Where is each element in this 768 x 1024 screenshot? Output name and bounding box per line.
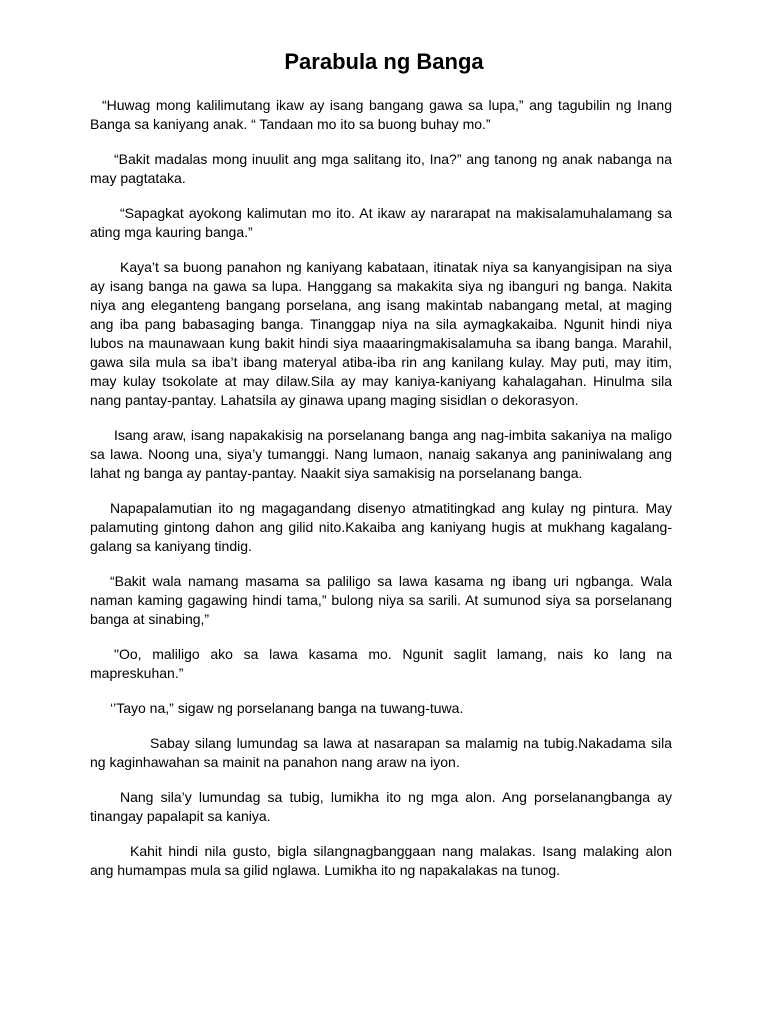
paragraph-3: “Sapagkat ayokong kalimutan mo ito. At ikaw ay nararapat na makisalamuhalamang sa ating mga kauring banga.” xyxy=(90,205,672,240)
paragraph-1: “Huwag mong kalilimutang ikaw ay isang bangang gawa sa lupa,” ang tagubilin ng Inang Banga sa kaniyang anak. “ Tandaan mo ito sa buong buhay mo.” xyxy=(90,97,672,132)
paragraph-8: "Oo, maliligo ako sa lawa kasama mo. Ngunit saglit lamang, nais ko lang na mapreskuhan.” xyxy=(90,646,672,681)
paragraph-2: “Bakit madalas mong inuulit ang mga salitang ito, Ina?” ang tanong ng anak nabanga na may pagtataka. xyxy=(90,151,672,186)
paragraph-12: Kahit hindi nila gusto, bigla silangnagbanggaan nang malakas. Isang malaking alon ang humampas mula sa gilid nglawa. Lumikha ito ng napakalakas na tunog. xyxy=(90,843,672,878)
paragraph-9: ‘’Tayo na,” sigaw ng porselanang banga na tuwang-tuwa. xyxy=(110,700,464,716)
paragraph-4: Kaya’t sa buong panahon ng kaniyang kabataan, itinatak niya sa kanyangisipan na siya ay isang banga na gawa sa lupa. Hanggang sa makakita siya ng ibanguri ng banga. Nakita niya ang eleganteng bangang porselana, ang isang makintab nabangang metal, at maging ang iba pang babasaging banga. Tinanggap niya na sila aymagkakaiba. Ngunit hindi niya lubos na maunawaan kung bakit hindi siya maaaringmakisalamuha sa ibang banga. Marahil, gawa sila mula sa iba’t ibang materyal atiba-iba rin ang kanilang kulay. May puti, may itim, may kulay tsokolate at may dilaw.Sila ay may kaniya-kaniyang kahalagahan. Hinulma sila nang pantay-pantay. Lahatsila ay ginawa upang maging sisidlan o dekorasyon. xyxy=(90,259,672,408)
paragraph-7: “Bakit wala namang masama sa paliligo sa lawa kasama ng ibang uri ngbanga. Wala naman kaming gagawing hindi tama,” bulong niya sa sarili. At sumunod siya sa porselanang banga at sinabing,” xyxy=(90,573,672,627)
paragraph-6: Napapalamutian ito ng magagandang disenyo atmatitingkad ang kulay ng pintura. May palamuting gintong dahon ang gilid nito.Kakaiba ang kaniyang hugis at mukhang kagalang-galang sa kaniyang tindig. xyxy=(90,500,672,554)
paragraph-11: Nang sila’y lumundag sa tubig, lumikha ito ng mga alon. Ang porselanangbanga ay tinangay papalapit sa kaniya. xyxy=(90,789,672,824)
paragraph-10: Sabay silang lumundag sa lawa at nasarapan sa malamig na tubig.Nakadama sila ng kaginhawahan sa mainit na panahon nang araw na iyon. xyxy=(90,735,672,770)
paragraph-5: Isang araw, isang napakakisig na porselanang banga ang nag-imbita sakaniya na maligo sa lawa. Noong una, siya’y tumanggi. Nang lumaon, nanaig sakanya ang paniniwalang ang lahat ng banga ay pantay-pantay. Naakit siya samakisig na porselanang banga. xyxy=(90,427,672,481)
document-body xyxy=(90,96,672,896)
page-title: Parabula ng Banga xyxy=(284,49,484,74)
